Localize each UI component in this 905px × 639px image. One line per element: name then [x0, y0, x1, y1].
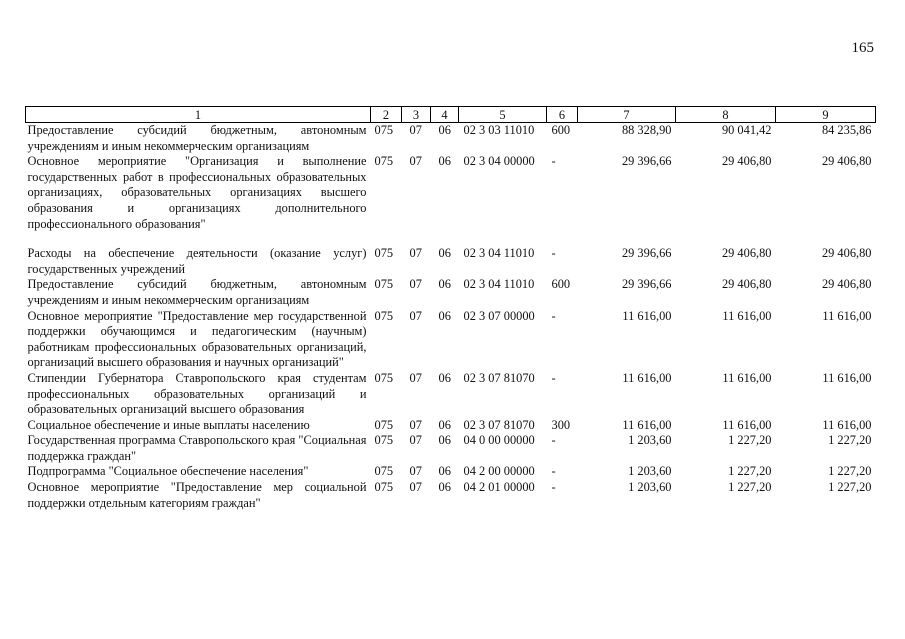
column-header: 9: [776, 107, 876, 123]
column-header: 2: [371, 107, 402, 123]
table-row: [26, 246, 876, 277]
table-row: [26, 464, 876, 480]
row-year1: 29 396,66: [621, 154, 672, 169]
row-vr: -: [551, 246, 556, 261]
spacer-cell: [26, 232, 876, 246]
row-name: Стипендии Губернатора Ставропольского края студентам профессиональных образовательных организаций и образовательных организаций высшего образования: [27, 370, 367, 417]
row-year2: 1 227,20: [728, 433, 772, 448]
row-vr: -: [551, 433, 556, 448]
row-grbs: 075: [374, 480, 394, 495]
row-csr: 04 2 01 00000: [463, 480, 535, 495]
row-year3: 1 227,20: [828, 480, 872, 495]
table-row: [26, 123, 876, 155]
page-number: 165: [851, 40, 874, 56]
row-rz: 07: [409, 370, 422, 385]
row-rz: 07: [409, 417, 422, 432]
row-year1: 29 396,66: [621, 246, 672, 261]
row-year2: 1 227,20: [728, 464, 772, 479]
row-csr: 02 3 07 81070: [463, 417, 535, 432]
row-rz: 07: [409, 277, 422, 292]
row-pr: 06: [438, 246, 451, 261]
row-csr: 04 0 00 00000: [463, 433, 535, 448]
row-year2: 29 406,80: [721, 246, 772, 261]
row-year3: 29 406,80: [821, 154, 872, 169]
row-year2: 29 406,80: [721, 154, 772, 169]
row-vr: -: [551, 154, 556, 169]
row-grbs: 075: [374, 370, 394, 385]
row-year3: 1 227,20: [828, 464, 872, 479]
row-pr: 06: [438, 417, 451, 432]
table-row: [26, 309, 876, 371]
row-name: Основное мероприятие "Организация и выполнение государственных работ в профессиональных образовательных организациях, образовательных организациях высшего образования и организациях дополнительного профессионального образования": [27, 154, 367, 231]
row-grbs: 075: [374, 154, 394, 169]
row-year1: 1 203,60: [628, 464, 672, 479]
row-name: Государственная программа Ставропольского края "Социальная поддержка граждан": [27, 433, 367, 463]
column-header: 3: [402, 107, 431, 123]
table-row: [26, 418, 876, 434]
table-row: [26, 433, 876, 464]
row-csr: 02 3 04 11010: [463, 277, 535, 292]
row-grbs: 075: [374, 417, 394, 432]
row-year2: 90 041,42: [721, 123, 772, 137]
row-rz: 07: [409, 464, 422, 479]
row-rz: 07: [409, 154, 422, 169]
column-header: 5: [459, 107, 547, 123]
row-name: Предоставление субсидий бюджетным, автономным учреждениям и иным некоммерческим организациям: [27, 277, 367, 307]
row-year1: 11 616,00: [622, 417, 672, 432]
row-pr: 06: [438, 480, 451, 495]
row-name: Основное мероприятие "Предоставление мер государственной поддержки обучающимся и педагогическим (научным) работникам профессиональных образовательных организаций, организаций высшего образования и научных организаций": [27, 308, 367, 370]
column-number-row: [26, 107, 876, 123]
row-vr: -: [551, 464, 556, 479]
row-year3: 11 616,00: [822, 308, 872, 323]
table-row: [26, 277, 876, 308]
row-year2: 11 616,00: [722, 308, 772, 323]
row-vr: -: [551, 480, 556, 495]
column-header: 1: [26, 107, 371, 123]
row-pr: 06: [438, 123, 451, 137]
column-header: 4: [431, 107, 459, 123]
row-vr: 300: [551, 417, 571, 432]
row-grbs: 075: [374, 464, 394, 479]
row-year3: 29 406,80: [821, 277, 872, 292]
column-header: 6: [547, 107, 578, 123]
row-grbs: 075: [374, 308, 394, 323]
row-year1: 29 396,66: [621, 277, 672, 292]
row-csr: 04 2 00 00000: [463, 464, 535, 479]
row-rz: 07: [409, 480, 422, 495]
row-name: Предоставление субсидий бюджетным, автономным учреждениям и иным некоммерческим организациям: [27, 123, 367, 153]
row-grbs: 075: [374, 246, 394, 261]
table-row: [26, 371, 876, 418]
row-csr: 02 3 04 11010: [463, 246, 535, 261]
row-year3: 11 616,00: [822, 370, 872, 385]
row-year2: 1 227,20: [728, 480, 772, 495]
row-grbs: 075: [374, 123, 394, 137]
row-year3: 29 406,80: [821, 246, 872, 261]
table-row: [26, 480, 876, 511]
row-vr: 600: [551, 277, 571, 292]
row-csr: 02 3 07 00000: [463, 308, 535, 323]
row-vr: -: [551, 308, 556, 323]
row-name: Расходы на обеспечение деятельности (оказание услуг) государственных учреждений: [27, 246, 367, 276]
row-year2: 29 406,80: [721, 277, 772, 292]
row-csr: 02 3 03 11010: [463, 123, 535, 137]
row-grbs: 075: [374, 277, 394, 292]
row-vr: -: [551, 370, 556, 385]
column-header: 8: [676, 107, 776, 123]
row-year3: 11 616,00: [822, 417, 872, 432]
row-year2: 11 616,00: [722, 417, 772, 432]
row-vr: 600: [551, 123, 571, 137]
row-rz: 07: [409, 123, 422, 137]
row-grbs: 075: [374, 433, 394, 448]
row-year1: 88 328,90: [621, 123, 672, 137]
row-name: Основное мероприятие "Предоставление мер социальной поддержки отдельным категориям граждан": [27, 480, 367, 510]
row-pr: 06: [438, 370, 451, 385]
row-rz: 07: [409, 433, 422, 448]
row-year3: 1 227,20: [828, 433, 872, 448]
row-pr: 06: [438, 277, 451, 292]
row-year3: 84 235,86: [821, 123, 872, 137]
row-year2: 11 616,00: [722, 370, 772, 385]
row-name: Подпрограмма "Социальное обеспечение населения": [27, 464, 309, 479]
table-row: [26, 154, 876, 232]
column-header: 7: [578, 107, 676, 123]
row-year1: 1 203,60: [628, 480, 672, 495]
row-pr: 06: [438, 464, 451, 479]
row-rz: 07: [409, 308, 422, 323]
row-csr: 02 3 04 00000: [463, 154, 535, 169]
row-rz: 07: [409, 246, 422, 261]
row-csr: 02 3 07 81070: [463, 370, 535, 385]
row-pr: 06: [438, 308, 451, 323]
row-year1: 11 616,00: [622, 308, 672, 323]
row-name: Социальное обеспечение и иные выплаты населению: [27, 417, 310, 432]
row-pr: 06: [438, 154, 451, 169]
row-year1: 11 616,00: [622, 370, 672, 385]
row-year1: 1 203,60: [628, 433, 672, 448]
budget-table: [25, 106, 876, 511]
row-spacer: [26, 232, 876, 246]
row-pr: 06: [438, 433, 451, 448]
